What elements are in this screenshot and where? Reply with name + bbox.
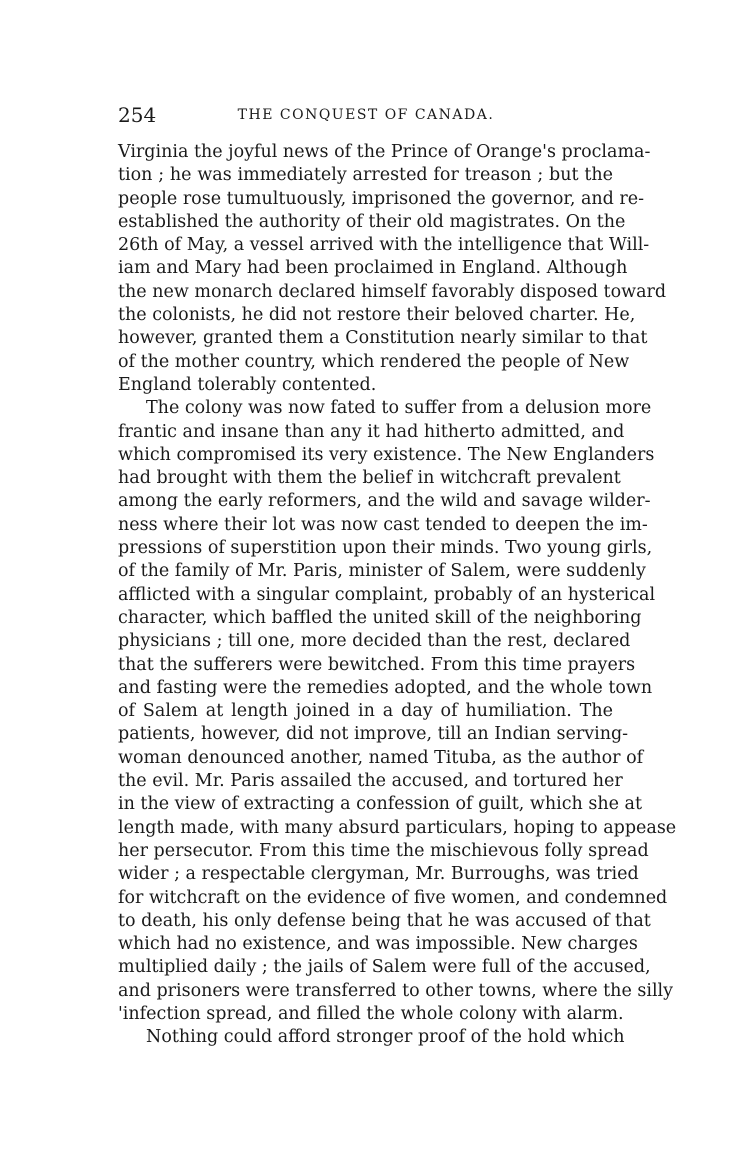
text-line: the evil. Mr. Paris assailed the accused, and tortured her (118, 771, 623, 792)
text-line: character, which baffled the united skill of the neighboring (118, 607, 642, 628)
text-line: however, granted them a Constitution nearly similar to that (118, 328, 648, 349)
text-line: the colonists, he did not restore their beloved charter. He, (118, 305, 636, 326)
text-line: which compromised its very existence. The New Englanders (118, 444, 655, 465)
text-line: patients, however, did not improve, till an Indian serving- (118, 724, 629, 745)
text-line: in the view of extracting a confession of guilt, which she at (118, 794, 643, 815)
text-line: people rose tumultuously, imprisoned the governor, and re- (118, 188, 645, 209)
text-line: iam and Mary had been proclaimed in England. Although (118, 258, 628, 279)
text-line: tion ; he was immediately arrested for treason ; but the (118, 165, 613, 186)
text-line: woman denounced another, named Tituba, as the author of (118, 747, 644, 768)
text-line: to death, his only defense being that he was accused of that (118, 910, 651, 931)
text-line: of Salem at length joined in a day of humiliation. The (118, 701, 613, 722)
text-line: frantic and insane than any it had hitherto admitted, and (118, 421, 625, 442)
text-line: and fasting were the remedies adopted, and the whole town (118, 677, 653, 698)
text-line: multiplied daily ; the jails of Salem were full of the accused, (118, 957, 651, 978)
text-line: of the mother country, which rendered the people of New (118, 351, 630, 372)
text-line: established the authority of their old magistrates. On the (118, 211, 626, 232)
text-line: England tolerably contented. (118, 374, 377, 395)
text-line: for witchcraft on the evidence of five women, and condemned (118, 887, 668, 908)
text-line: that the sufferers were bewitched. From this time prayers (118, 654, 636, 675)
text-line: Nothing could afford stronger proof of the hold which (146, 1027, 625, 1048)
text-line: her persecutor. From this time the mischievous folly spread (118, 840, 649, 861)
body-text (118, 141, 677, 1050)
text-line: ness where their lot was now cast tended to deepen the im- (118, 514, 648, 535)
page-header (118, 101, 614, 129)
text-line: physicians ; till one, more decided than the rest, declared (118, 631, 631, 652)
text-line: afflicted with a singular complaint, probably of an hysterical (118, 584, 656, 605)
text-line: length made, with many absurd particulars, hoping to appease (118, 817, 677, 838)
text-line: wider ; a respectable clergyman, Mr. Burroughs, was tried (118, 864, 639, 885)
text-line: of the family of Mr. Paris, minister of Salem, were suddenly (118, 561, 646, 582)
running-title: THE CONQUEST OF CANADA. (237, 107, 495, 123)
text-line: among the early reformers, and the wild and savage wilder- (118, 491, 651, 512)
text-line: 26th of May, a vessel arrived with the intelligence that Will- (118, 235, 650, 256)
text-line: The colony was now fated to suffer from a delusion more (146, 398, 652, 419)
text-line: pressions of superstition upon their minds. Two young girls, (118, 538, 653, 559)
text-line: and prisoners were transferred to other towns, where the silly (118, 980, 674, 1001)
text-line: the new monarch declared himself favorably disposed toward (118, 281, 667, 302)
text-line: which had no existence, and was impossible. New charges (118, 934, 638, 955)
page-number: 254 (118, 103, 157, 127)
text-line: had brought with them the belief in witchcraft prevalent (118, 468, 621, 489)
text-line: 'infection spread, and filled the whole colony with alarm. (118, 1003, 624, 1024)
text-line: Virginia the joyful news of the Prince of Orange's proclama- (118, 142, 651, 162)
